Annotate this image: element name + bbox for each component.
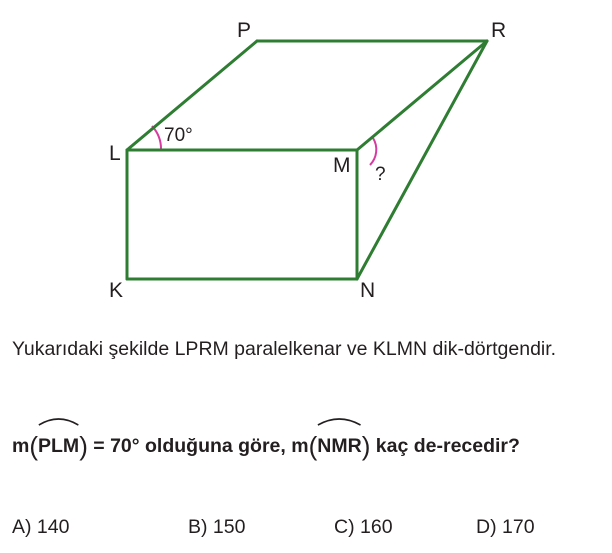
- angle-hat-2: [317, 416, 361, 426]
- choice-d-label: D): [476, 516, 497, 538]
- choice-a[interactable]: [12, 516, 69, 539]
- choice-b[interactable]: [188, 516, 245, 539]
- choice-d-value: 170: [502, 516, 535, 538]
- choice-c[interactable]: [334, 516, 393, 539]
- open-paren-2: (: [308, 431, 318, 461]
- question-tail: kaç de-recedir?: [375, 435, 520, 457]
- choice-a-label: A): [12, 516, 32, 538]
- edge-rm: [357, 41, 487, 150]
- problem-statement: Yukarıdaki şekilde LPRM paralelkenar ve KLMN dik-dörtgendir.: [12, 338, 557, 360]
- choice-d[interactable]: [476, 516, 535, 539]
- angle-name-2-text: NMR: [317, 435, 362, 457]
- vertex-label-n: N: [360, 279, 376, 302]
- vertex-label-m: M: [333, 154, 351, 177]
- choice-b-label: B): [188, 516, 208, 538]
- choice-c-value: 160: [360, 516, 393, 538]
- measure-symbol-1: m: [12, 435, 30, 457]
- open-paren-1: (: [29, 431, 39, 461]
- vertex-label-l: L: [109, 142, 121, 165]
- question-mid: olduğuna göre,: [145, 435, 286, 457]
- angle-name-1-text: PLM: [38, 435, 80, 457]
- angle-equation: = 70°: [93, 435, 140, 457]
- choice-c-label: C): [334, 516, 355, 538]
- vertex-label-p: P: [237, 19, 252, 42]
- angle-hat-1: [38, 416, 79, 426]
- close-paren-1: ): [79, 431, 88, 461]
- choice-b-value: 150: [212, 516, 246, 538]
- vertex-label-r: R: [491, 19, 507, 42]
- question-text: [12, 420, 604, 466]
- angle-name-2: [317, 420, 361, 466]
- angle-label-unknown: ?: [375, 164, 386, 185]
- close-paren-2: ): [361, 431, 371, 461]
- vertex-label-k: K: [109, 279, 124, 302]
- measure-symbol-2: m: [291, 435, 309, 457]
- edge-rn: [357, 41, 487, 279]
- angle-mark-nmr: [370, 138, 376, 165]
- choice-a-value: 140: [36, 516, 70, 538]
- angle-label-given: 70°: [164, 125, 193, 146]
- angle-name-1: [38, 420, 79, 466]
